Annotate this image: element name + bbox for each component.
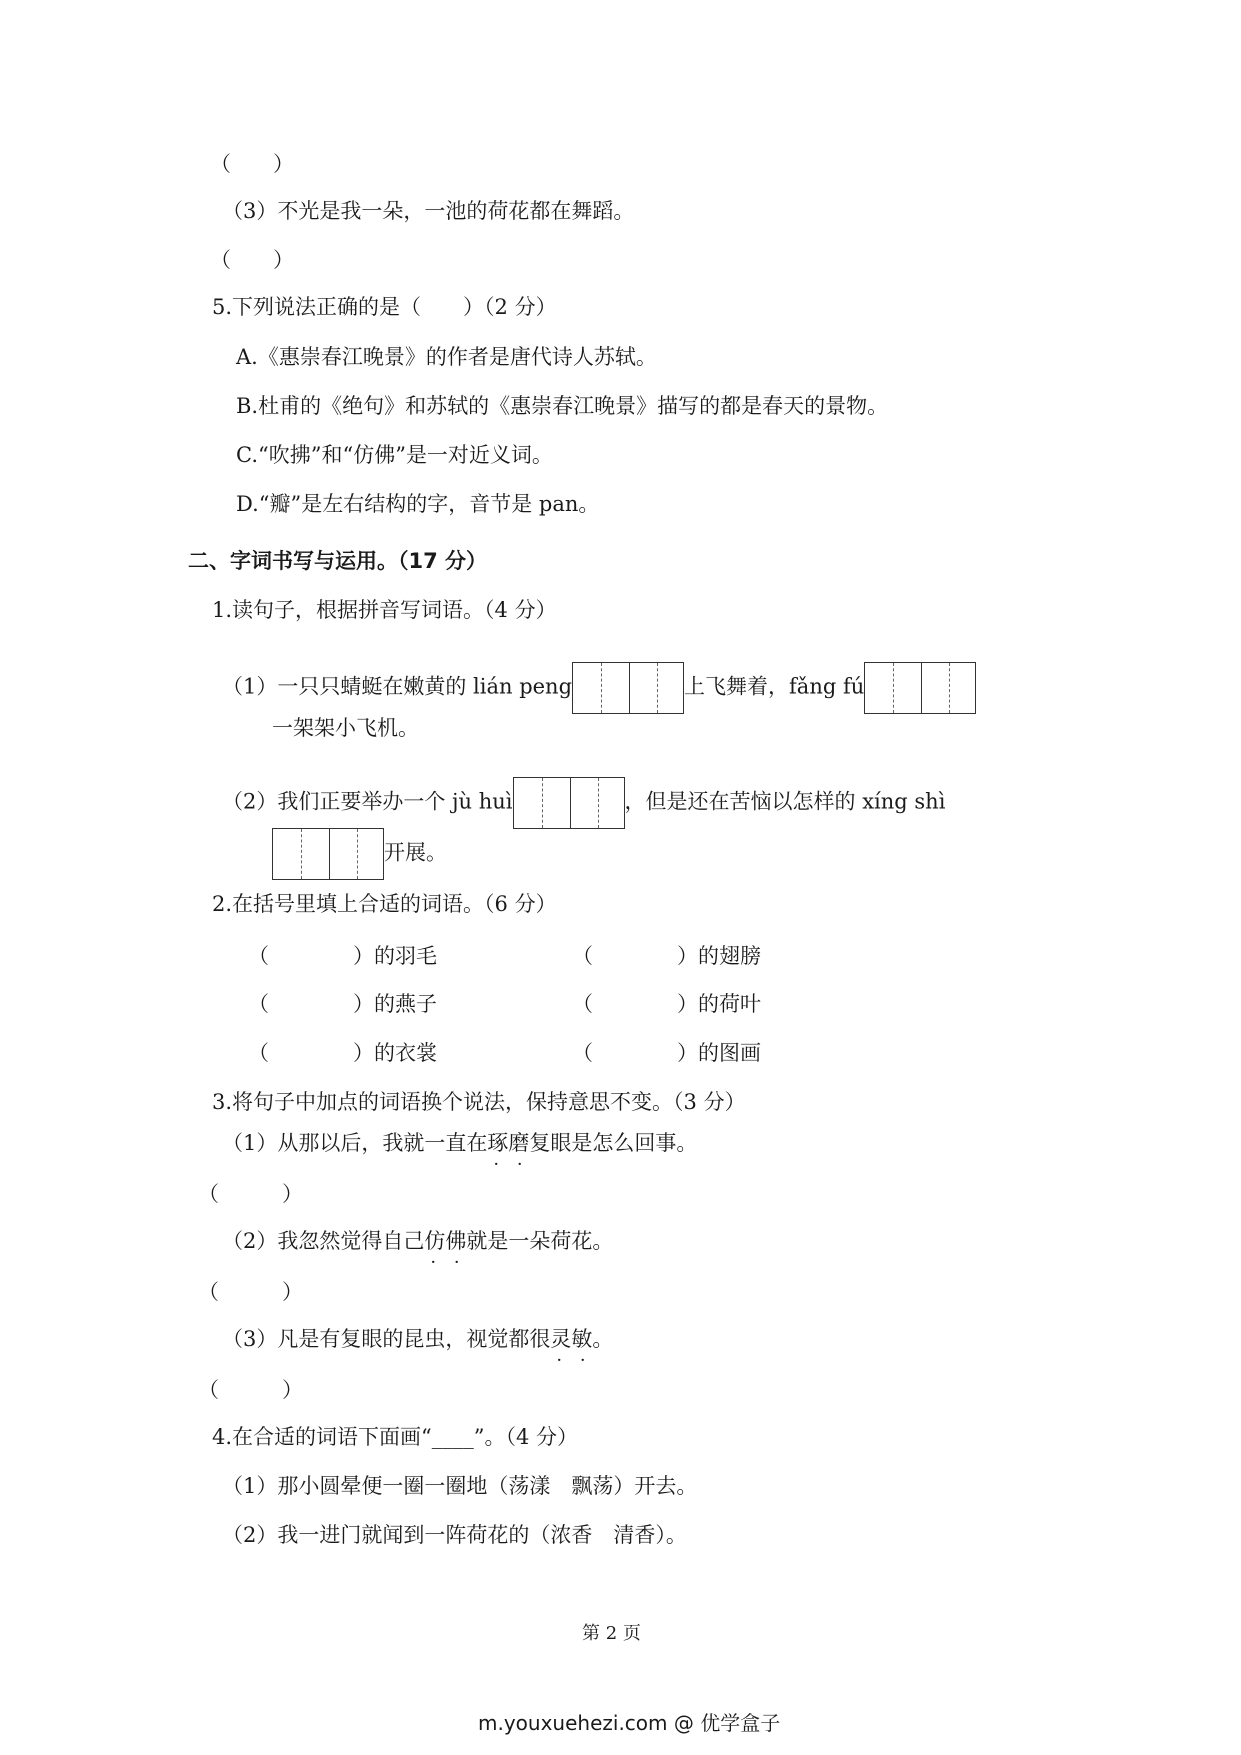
sub-1-title: 1.读句子，根据拼音写词语。（4 分） [212,598,557,622]
sub-1-2 [222,777,945,829]
sub-2-r2a: （ ）的燕子 [248,992,437,1016]
sub-3-title: 3.将句子中加点的词语换个说法，保持意思不变。（3 分） [212,1090,746,1114]
sub-4-1: （1）那小圆晕便一圈一圈地（荡漾 飘荡）开去。 [222,1474,698,1498]
writing-grid[interactable] [272,828,384,880]
question-5-option-d: D.“瓣”是左右结构的字，音节是 pan。 [236,492,600,516]
writing-grid[interactable] [864,662,976,714]
answer-paren-2: （ ） [210,248,294,272]
sub-1-1-cont: 一架架小飞机。 [272,716,419,740]
sub-1-1-text-b: 上飞舞着，fǎng fú [684,674,865,699]
sub-2-title: 2.在括号里填上合适的词语。（6 分） [212,892,557,916]
writing-grid[interactable] [572,662,684,714]
sub-1-2-cont [272,828,447,880]
question-4-3: （3）不光是我一朵，一池的荷花都在舞蹈。 [222,199,635,223]
sub-4-title: 4.在合适的词语下面画“____”。（4 分） [212,1425,579,1449]
writing-grid[interactable] [513,777,625,829]
site-watermark[interactable]: m.youxuehezi.com @ 优学盒子 [478,1711,781,1735]
sub-1-2-text-a: （2）我们正要举办一个 jù huì [222,789,513,814]
sub-1-2-text-c: 开展。 [384,840,447,865]
sub-3-3: （3）凡是有复眼的昆虫，视觉都很灵敏 · ·。 [222,1325,613,1353]
sub-1-2-text-b: ，但是还在苦恼以怎样的 xíng shì [624,789,946,814]
section-2-heading: 二、字词书写与运用。（17 分） [188,549,488,573]
sub-2-r1a: （ ）的羽毛 [248,944,437,968]
sub-2-r2b: （ ）的荷叶 [572,992,761,1016]
sub-3-1: （1）从那以后，我就一直在琢磨 · ·复眼是怎么回事。 [222,1129,697,1157]
sub-2-r3a: （ ）的衣裳 [248,1041,437,1065]
sub-3-answer-2: （ ） [198,1280,303,1304]
question-5: 5.下列说法正确的是（ ）（2 分） [212,295,557,319]
sub-2-r1b: （ ）的翅膀 [572,944,761,968]
answer-paren-1: （ ） [210,152,294,176]
sub-2-r3b: （ ）的图画 [572,1041,761,1065]
sub-4-2: （2）我一进门就闻到一阵荷花的（浓香 清香）。 [222,1523,687,1547]
sub-1-1-text-a: （1）一只只蜻蜓在嫩黄的 lián peng [222,674,573,699]
question-5-option-a: A.《惠崇春江晚景》的作者是唐代诗人苏轼。 [236,345,657,369]
page-number: 第 2 页 [582,1623,641,1644]
sub-1-1 [222,662,976,714]
question-5-option-b: B.杜甫的《绝句》和苏轼的《惠崇春江晚景》描写的都是春天的景物。 [236,394,889,418]
sub-3-answer-3: （ ） [198,1378,303,1402]
question-5-option-c: C.“吹拂”和“仿佛”是一对近义词。 [236,443,553,467]
sub-3-answer-1: （ ） [198,1182,303,1206]
sub-3-2: （2）我忽然觉得自己仿佛 · ·就是一朵荷花。 [222,1227,613,1255]
